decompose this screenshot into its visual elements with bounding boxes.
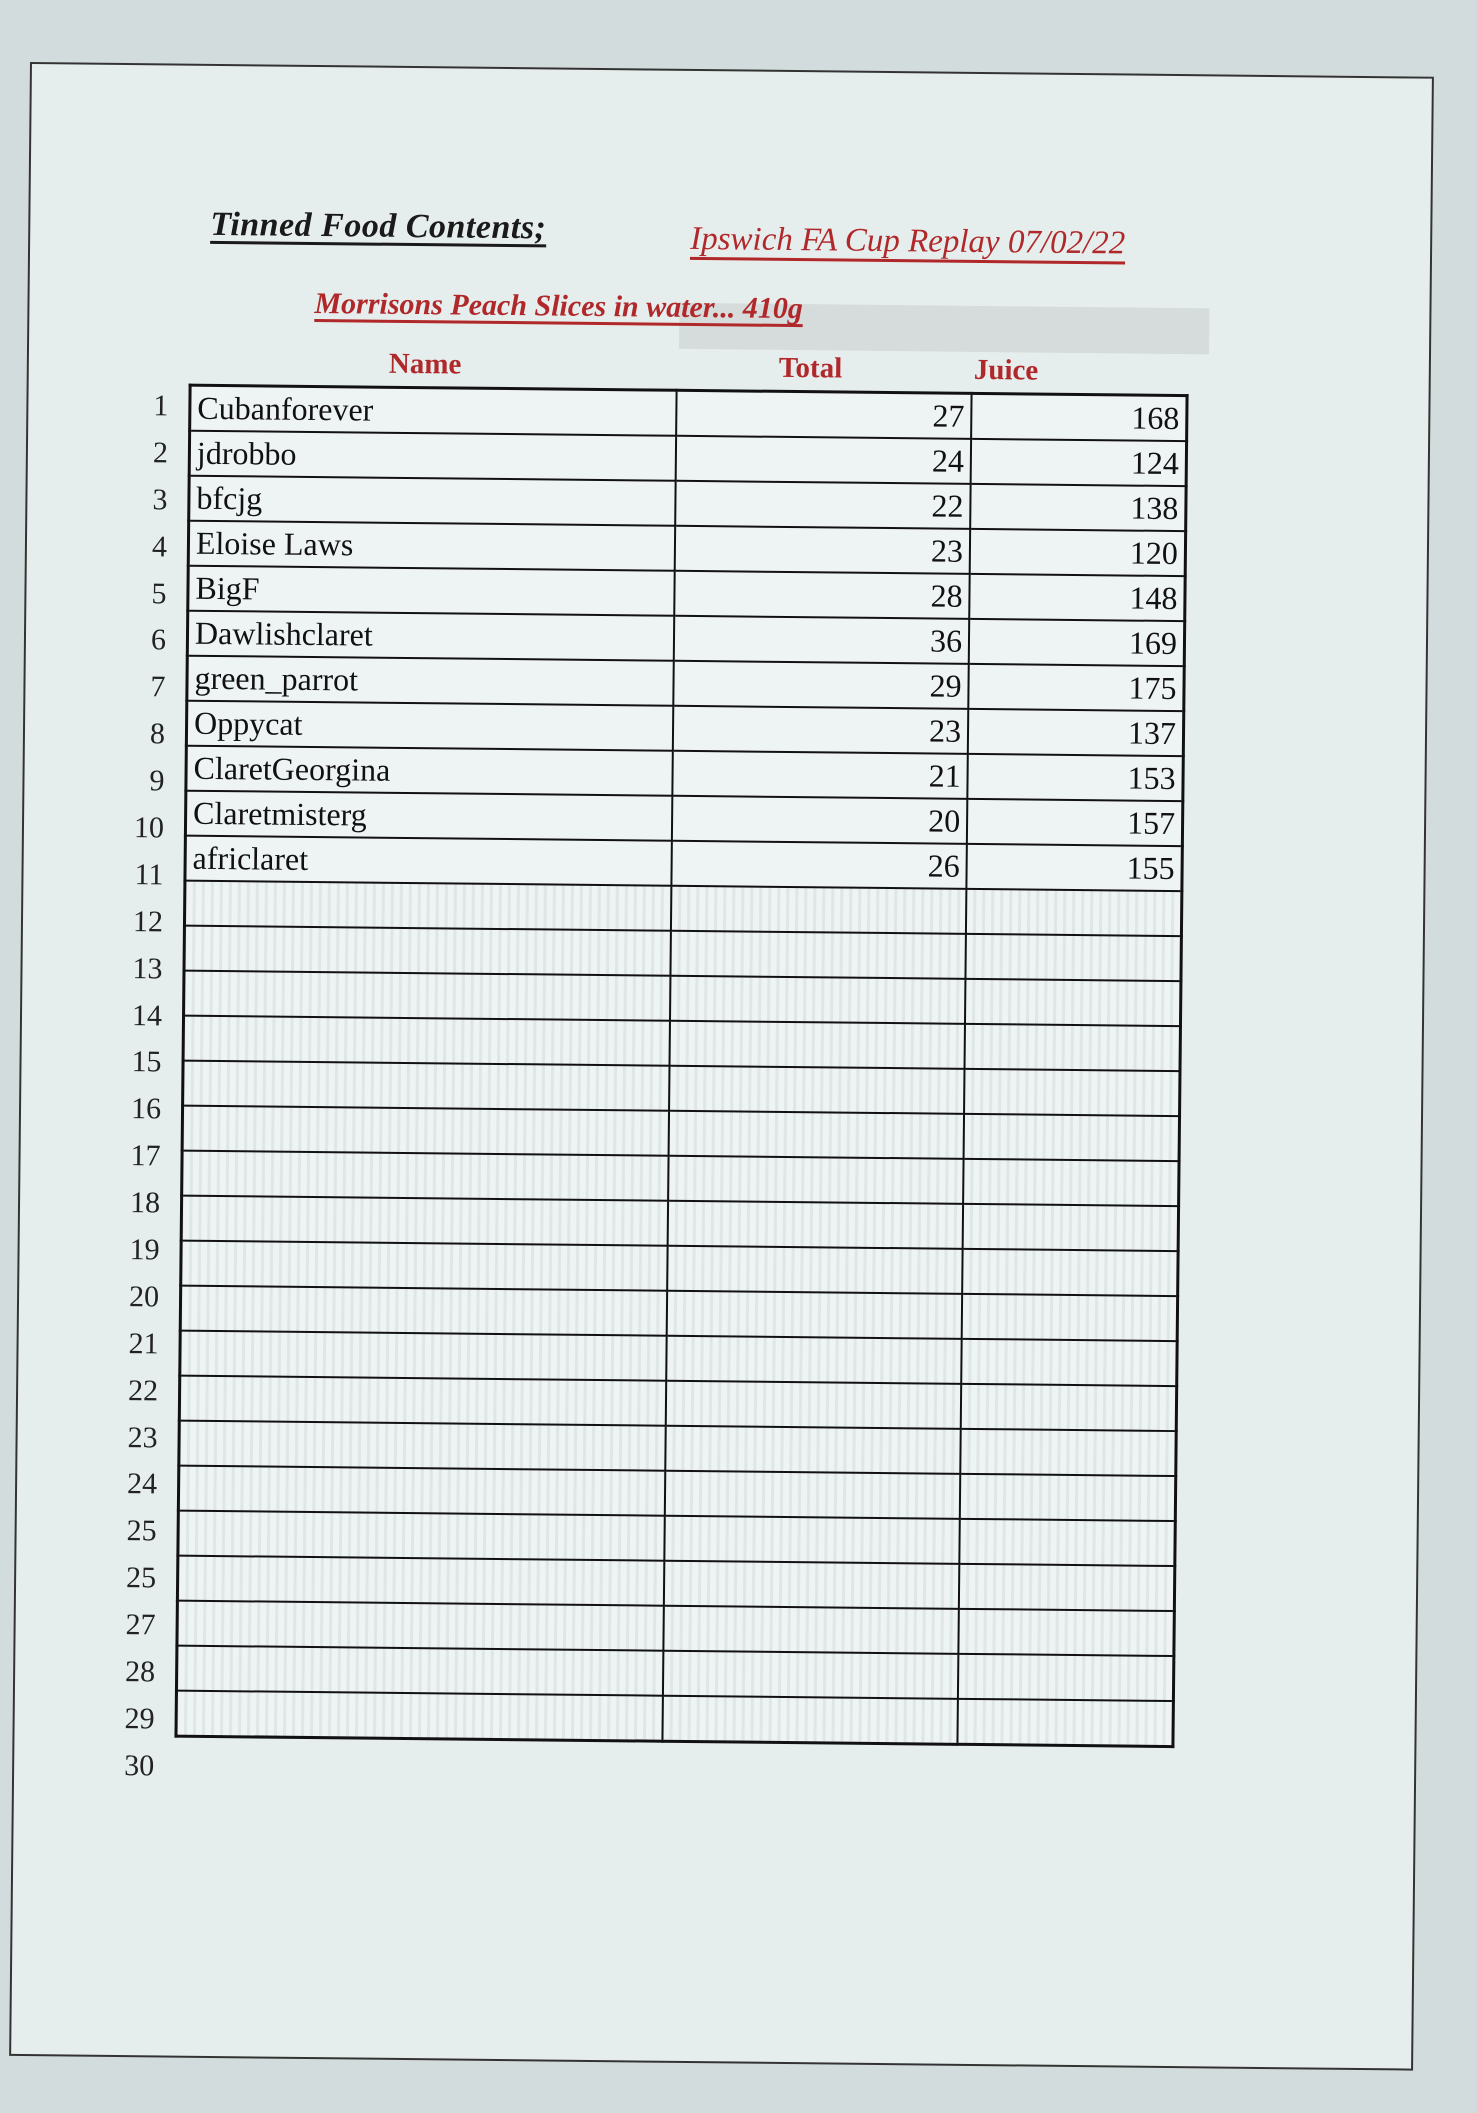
name-cell (178, 1466, 665, 1516)
juice-cell (962, 1249, 1178, 1296)
total-cell (669, 1021, 965, 1069)
row-number: 2 (152, 436, 169, 470)
row-number: 9 (149, 764, 165, 798)
total-cell: 23 (673, 706, 969, 754)
column-header-juice: Juice (973, 353, 1039, 387)
total-cell (670, 931, 966, 979)
row-number: 23 (127, 1420, 158, 1455)
total-cell (663, 1606, 959, 1654)
juice-cell (963, 1159, 1179, 1206)
name-cell: jdrobbo (189, 431, 676, 481)
juice-cell (966, 934, 1182, 981)
total-cell (666, 1336, 962, 1384)
name-cell (179, 1421, 666, 1471)
row-number: 18 (129, 1186, 161, 1220)
name-cell: Cubanforever (190, 385, 677, 436)
row-number: 25 (126, 1514, 157, 1548)
name-cell (180, 1331, 667, 1381)
total-cell (662, 1696, 958, 1745)
paper-sheet (9, 62, 1434, 2071)
row-number: 10 (133, 811, 165, 845)
name-cell (177, 1601, 664, 1651)
row-number: 15 (131, 1045, 162, 1079)
name-cell (182, 1106, 669, 1156)
juice-cell: 148 (969, 574, 1185, 621)
total-cell (667, 1246, 963, 1294)
juice-cell: 138 (970, 484, 1186, 531)
total-cell (671, 886, 967, 934)
total-cell: 26 (671, 841, 967, 889)
juice-cell: 153 (967, 754, 1183, 801)
total-cell: 29 (673, 661, 969, 709)
total-cell: 36 (674, 616, 970, 664)
juice-cell (958, 1609, 1174, 1656)
juice-cell: 169 (969, 619, 1185, 666)
total-cell: 21 (672, 751, 968, 799)
juice-cell (959, 1564, 1175, 1611)
juice-cell: 120 (970, 529, 1186, 576)
name-cell: Eloise Laws (188, 521, 675, 571)
name-cell: BigF (188, 566, 675, 616)
juice-cell: 157 (967, 799, 1183, 846)
column-header-name: Name (388, 347, 462, 381)
juice-cell: 124 (971, 439, 1187, 486)
row-number: 21 (128, 1326, 159, 1361)
total-cell (665, 1471, 961, 1519)
name-cell: ClaretGeorgina (186, 746, 673, 796)
name-cell: Dawlishclaret (187, 611, 674, 661)
name-cell: Claretmisterg (185, 791, 672, 841)
juice-cell (964, 1069, 1180, 1116)
row-number: 11 (134, 858, 164, 892)
total-cell (667, 1291, 963, 1339)
table-row (176, 1691, 1173, 1747)
total-cell (668, 1201, 964, 1249)
row-number: 28 (124, 1655, 156, 1689)
row-number: 3 (152, 483, 168, 517)
total-cell (663, 1651, 959, 1699)
total-cell: 27 (676, 390, 972, 439)
name-cell (181, 1196, 668, 1246)
juice-cell (961, 1384, 1177, 1431)
name-cell: Oppycat (186, 701, 673, 751)
row-number: 8 (149, 717, 166, 751)
juice-cell (964, 1114, 1180, 1161)
row-number: 1 (153, 389, 169, 423)
name-cell (184, 971, 671, 1021)
name-cell: africlaret (185, 836, 672, 886)
row-number: 20 (128, 1280, 160, 1314)
total-cell (668, 1156, 964, 1204)
row-number: 19 (129, 1233, 160, 1267)
juice-cell (959, 1519, 1175, 1566)
total-cell: 20 (672, 796, 968, 844)
juice-cell (958, 1699, 1174, 1747)
juice-cell (965, 979, 1181, 1026)
row-number: 25 (125, 1561, 157, 1595)
row-number: 14 (131, 998, 163, 1033)
total-cell (669, 1066, 965, 1114)
juice-cell: 175 (968, 664, 1184, 711)
juice-cell (963, 1204, 1179, 1251)
total-cell: 28 (674, 571, 970, 619)
row-number: 30 (123, 1748, 155, 1783)
juice-cell (960, 1429, 1176, 1476)
name-cell (179, 1376, 666, 1426)
name-cell (178, 1511, 665, 1561)
juice-cell: 137 (968, 709, 1184, 756)
row-number: 5 (151, 576, 167, 611)
total-cell: 22 (675, 481, 971, 529)
total-cell (666, 1381, 962, 1429)
row-number-column (84, 383, 169, 1790)
row-number: 6 (150, 623, 167, 657)
juice-cell (962, 1294, 1178, 1341)
total-cell: 23 (675, 526, 971, 574)
entries-table (174, 384, 1188, 1748)
name-cell (181, 1241, 668, 1291)
juice-cell: 155 (967, 844, 1183, 891)
total-cell (665, 1426, 961, 1474)
row-number: 24 (126, 1467, 158, 1501)
name-cell (183, 1016, 670, 1066)
row-number: 22 (127, 1373, 159, 1408)
product-subtitle: Morrisons Peach Slices in water... 410g (314, 286, 804, 326)
total-cell (670, 976, 966, 1024)
total-cell (669, 1111, 965, 1159)
juice-cell (965, 1024, 1181, 1071)
total-cell (664, 1561, 960, 1609)
name-cell (176, 1691, 663, 1742)
row-number: 17 (130, 1139, 161, 1173)
row-number: 13 (132, 951, 163, 986)
juice-cell: 168 (971, 393, 1187, 441)
name-cell: green_parrot (187, 656, 674, 706)
row-number: 7 (150, 670, 166, 704)
juice-cell (958, 1654, 1174, 1701)
name-cell (182, 1151, 669, 1201)
event-title: Ipswich FA Cup Replay 07/02/22 (689, 220, 1126, 262)
juice-cell (960, 1474, 1176, 1521)
total-cell (664, 1516, 960, 1564)
row-number: 16 (130, 1092, 162, 1126)
juice-cell (961, 1339, 1177, 1386)
row-number: 4 (151, 529, 168, 564)
column-header-total: Total (778, 351, 843, 385)
row-number: 27 (125, 1608, 156, 1642)
name-cell (184, 926, 671, 976)
document-title: Tinned Food Contents; (210, 205, 547, 247)
name-cell (184, 881, 671, 931)
juice-cell (966, 889, 1182, 936)
total-cell: 24 (676, 436, 972, 484)
name-cell (180, 1286, 667, 1336)
name-cell (177, 1556, 664, 1606)
name-cell (183, 1061, 670, 1111)
row-number: 12 (132, 904, 164, 939)
name-cell (176, 1646, 663, 1696)
row-number: 29 (124, 1702, 155, 1736)
name-cell: bfcjg (189, 476, 676, 526)
